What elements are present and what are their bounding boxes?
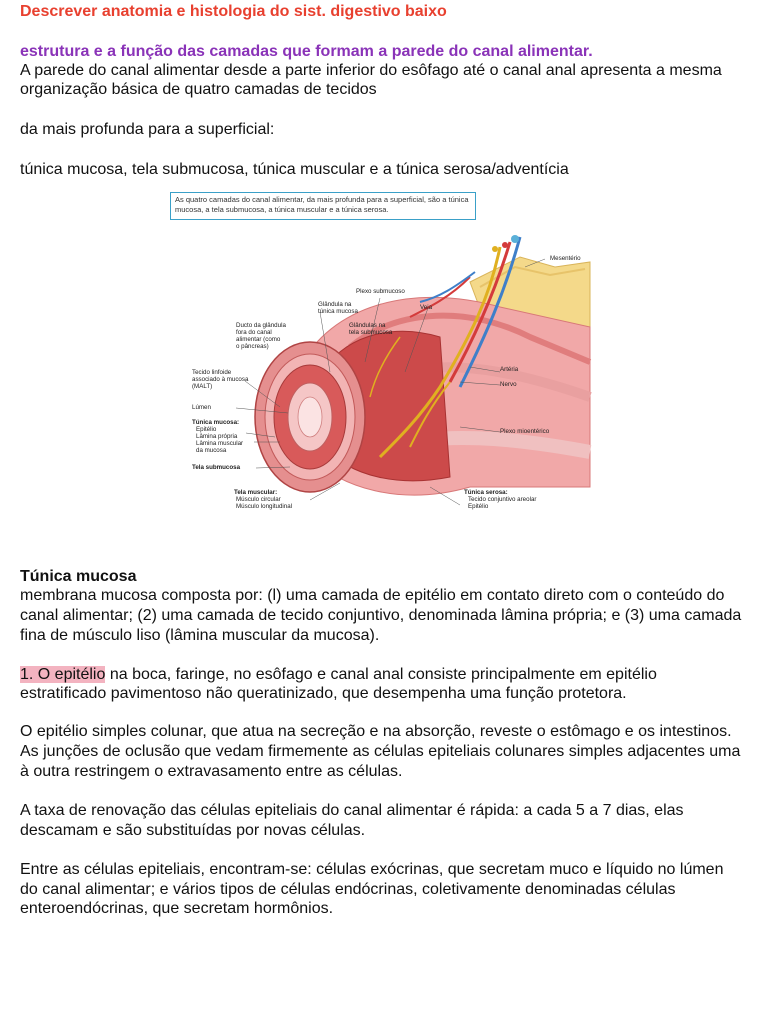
label-tela-muscular: Tela muscular: xyxy=(234,489,278,496)
paragraph-line: do canal alimentar; e vários tipos de células endócrinas, coletivamente denominadas células xyxy=(20,881,676,898)
label-serosa-parts: Tecido conjuntivo areolar Epitélio xyxy=(468,496,537,510)
paragraph-line: O epitélio simples colunar, que atua na secreção e na absorção, reveste o estômago e os intestinos. xyxy=(20,723,732,740)
label-lumen: Lúmen xyxy=(192,404,211,411)
label-muscular-parts: Músculo circular Músculo longitudinal xyxy=(236,496,293,510)
label-mucosa-parts: Epitélio Lâmina própria Lâmina muscular da mucosa xyxy=(196,426,244,454)
highlighted-text: 1. O epitélio xyxy=(20,666,106,683)
section-heading: Túnica mucosa xyxy=(20,568,137,585)
page-title: Descrever anatomia e histologia do sist. digestivo baixo xyxy=(20,3,447,20)
paragraph-line: enteroendócrinas, que secretam hormônios. xyxy=(20,900,334,917)
label-nervo: Nervo xyxy=(500,381,517,388)
intro-line: túnica mucosa, tela submucosa, túnica muscular e a túnica serosa/adventícia xyxy=(20,161,569,178)
label-veia: Veia xyxy=(420,304,433,311)
label-tecido-linfoide: Tecido linfoide associado à mucosa (MALT) xyxy=(192,369,249,390)
paragraph-line: descamam e são substituídas por novas células. xyxy=(20,822,366,839)
paragraph-line: A taxa de renovação das células epiteliais do canal alimentar é rápida: a cada 5 a 7 dias, elas xyxy=(20,802,684,819)
paragraph-line: membrana mucosa composta por: (l) uma camada de epitélio em contato direto com o conteúdo do xyxy=(20,587,725,604)
label-ducto: Ducto da glândula fora do canal alimentar (como o pâncreas) xyxy=(236,322,286,350)
paragraph-text: na boca, faringe, no esôfago e canal anal consiste principalmente em epitélio xyxy=(105,666,657,683)
label-plexo-mioenterico: Plexo mioentérico xyxy=(500,428,550,435)
label-plexo-submucoso: Plexo submucoso xyxy=(356,288,405,295)
intro-line: A parede do canal alimentar desde a parte inferior do esôfago até o canal anal apresenta a mesma xyxy=(20,62,722,79)
paragraph-line: As junções de oclusão que vedam firmemente as células epiteliais colunares simples adjacentes uma xyxy=(20,743,741,760)
digestive-wall-illustration xyxy=(170,187,600,527)
figure-caption: As quatro camadas do canal alimentar, da mais profunda para a superficial, são a túnica mucosa, a tela submucosa, a túnica muscular e a túnica serosa. xyxy=(170,192,476,220)
paragraph-line: Entre as células epiteliais, encontram-se: células exócrinas, que secretam muco e líquido no lúmen xyxy=(20,861,724,878)
label-glandulas-tela: Glândulas na tela submucosa xyxy=(349,322,393,336)
paragraph-line: canal alimentar; (2) uma camada de tecido conjuntivo, denominada lâmina própria; e (3) uma camada xyxy=(20,607,742,624)
label-tela-submucosa: Tela submucosa xyxy=(192,464,241,471)
paragraph-line xyxy=(20,665,760,684)
intro-line: da mais profunda para a superficial: xyxy=(20,121,275,138)
label-tunica-mucosa: Túnica mucosa: xyxy=(192,419,240,426)
label-glandula-tunica: Glândula na túnica mucosa xyxy=(318,301,358,315)
paragraph-line: fina de músculo liso (lâmina muscular da mucosa). xyxy=(20,627,380,644)
paragraph-line: estratificado pavimentoso não queratinizado, que desempenha uma função protetora. xyxy=(20,685,627,702)
label-tunica-serosa: Túnica serosa: xyxy=(464,489,508,496)
section-subtitle: estrutura e a função das camadas que formam a parede do canal alimentar. xyxy=(20,43,593,60)
paragraph-line: à outra restringem o extravasamento entre as células. xyxy=(20,763,403,780)
label-mesenterio: Mesentério xyxy=(550,255,581,262)
anatomy-drawing xyxy=(170,187,600,527)
label-arteria: Artéria xyxy=(500,366,519,373)
intro-line: organização básica de quatro camadas de tecidos xyxy=(20,81,377,98)
